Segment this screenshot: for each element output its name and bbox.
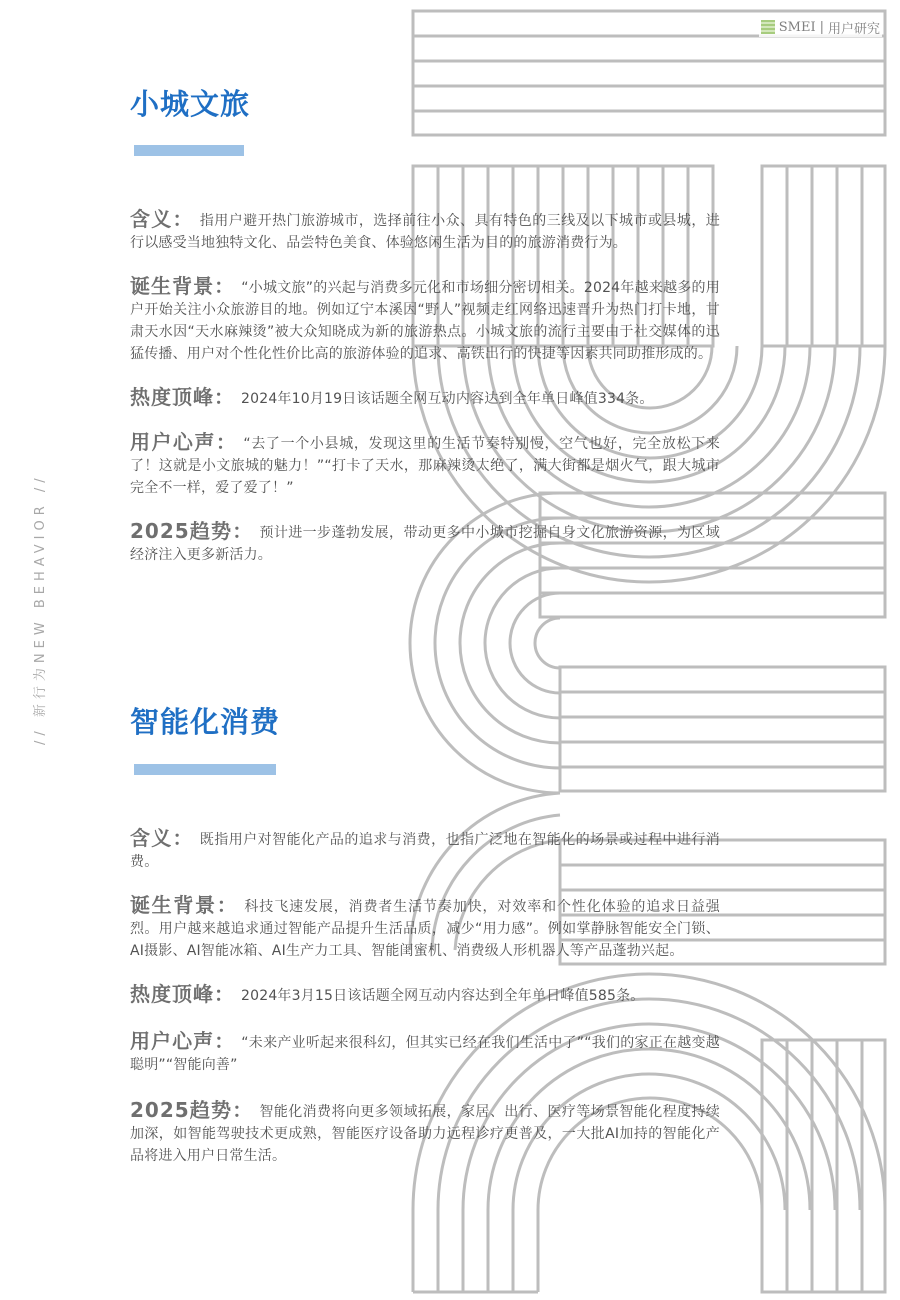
item-user-voice <box>130 1030 720 1076</box>
brand-section-label: 用户研究 <box>827 21 880 37</box>
item-user-voice <box>130 431 720 499</box>
item-text: “未来产业听起来很科幻，但其实已经在我们生活中了”“我们的家正在越变越聪明”“智能向善” <box>130 1035 720 1073</box>
item-text: “小城文旅”的兴起与消费多元化和市场细分密切相关。2024年越来越多的用户开始关注小众旅游目的地。例如辽宁本溪因“野人”视频走红网络迅速晋升为热门打卡地，甘肃天水因“天水麻辣烫”被大众知晓成为新的旅游热点。小城文旅的流行主要由于社交媒体的迅猛传播、用户对个性化性价比高的旅游体验的追求、高铁出行的快捷等因素共同助推形成的。 <box>130 280 720 362</box>
section-title: 智能化消费 <box>130 702 286 742</box>
item-label: 诞生背景： <box>130 274 236 298</box>
item-text: 智能化消费将向更多领域拓展，家居、出行、医疗等场景智能化程度持续加深，如智能驾驶技术更成熟，智能医疗设备助力远程诊疗更普及，一大批AI加持的智能化产品将进入用户日常生活。 <box>130 1104 720 1164</box>
item-label: 用户心声： <box>130 1029 236 1053</box>
section-smart-consumption <box>130 702 720 1188</box>
item-text: “去了一个小县城，发现这里的生活节奏特别慢，空气也好，完全放松下来了！这就是小文旅城的魅力！”“打卡了天水，那麻辣烫太绝了，满大街都是烟火气，跟大城市完全不一样，爱了爱了！” <box>130 436 721 496</box>
item-label: 用户心声： <box>130 430 238 454</box>
item-label: 含义： <box>130 826 194 850</box>
item-text: 指用户避开热门旅游城市，选择前往小众、具有特色的三线及以下城市或县城，进行以感受当地独特文化、品尝特色美食、体验悠闲生活为目的的旅游消费行为。 <box>130 213 721 251</box>
item-label: 含义： <box>130 207 194 231</box>
item-meaning <box>130 827 720 873</box>
item-label: 2025趋势： <box>130 519 254 543</box>
item-background <box>130 275 720 365</box>
item-text: 预计进一步蓬勃发展，带动更多中小城市挖掘自身文化旅游资源，为区域经济注入更多新活力。 <box>130 525 720 563</box>
item-text: 2024年10月19日该话题全网互动内容达到全年单日峰值334条。 <box>241 391 654 407</box>
item-label: 热度顶峰： <box>130 385 235 409</box>
title-underline-bar <box>134 764 276 775</box>
item-trend <box>130 1099 720 1167</box>
brand-separator: | <box>819 19 824 35</box>
brand-logo-icon <box>761 20 775 34</box>
title-underline-bar <box>134 145 244 156</box>
item-meaning <box>130 208 720 254</box>
section-items <box>130 208 720 566</box>
section-items <box>130 827 720 1167</box>
section-title: 小城文旅 <box>130 84 256 124</box>
item-label: 2025趋势： <box>130 1098 254 1122</box>
item-peak <box>130 386 720 410</box>
item-text: 2024年3月15日该话题全网互动内容达到全年单日峰值585条。 <box>241 988 645 1004</box>
header-brand <box>759 17 882 37</box>
item-peak <box>130 983 720 1007</box>
item-trend <box>130 520 720 566</box>
item-text: 科技飞速发展，消费者生活节奏加快，对效率和个性化体验的追求日益强烈。用户越来越追求通过智能产品提升生活品质，减少“用力感”。例如掌静脉智能安全门锁、AI摄影、AI智能冰箱、AI生产力工具、智能闺蜜机、消费级人形机器人等产品蓬勃兴起。 <box>130 899 720 959</box>
brand-name: SMEI <box>778 19 816 35</box>
section-small-town-travel <box>130 84 720 587</box>
item-label: 诞生背景： <box>130 893 239 917</box>
item-text: 既指用户对智能化产品的追求与消费，也指广泛地在智能化的场景或过程中进行消费。 <box>130 832 721 870</box>
side-label: // 新行为NEW BEHAVIOR // <box>33 473 48 745</box>
item-background <box>130 894 720 962</box>
item-label: 热度顶峰： <box>130 982 235 1006</box>
